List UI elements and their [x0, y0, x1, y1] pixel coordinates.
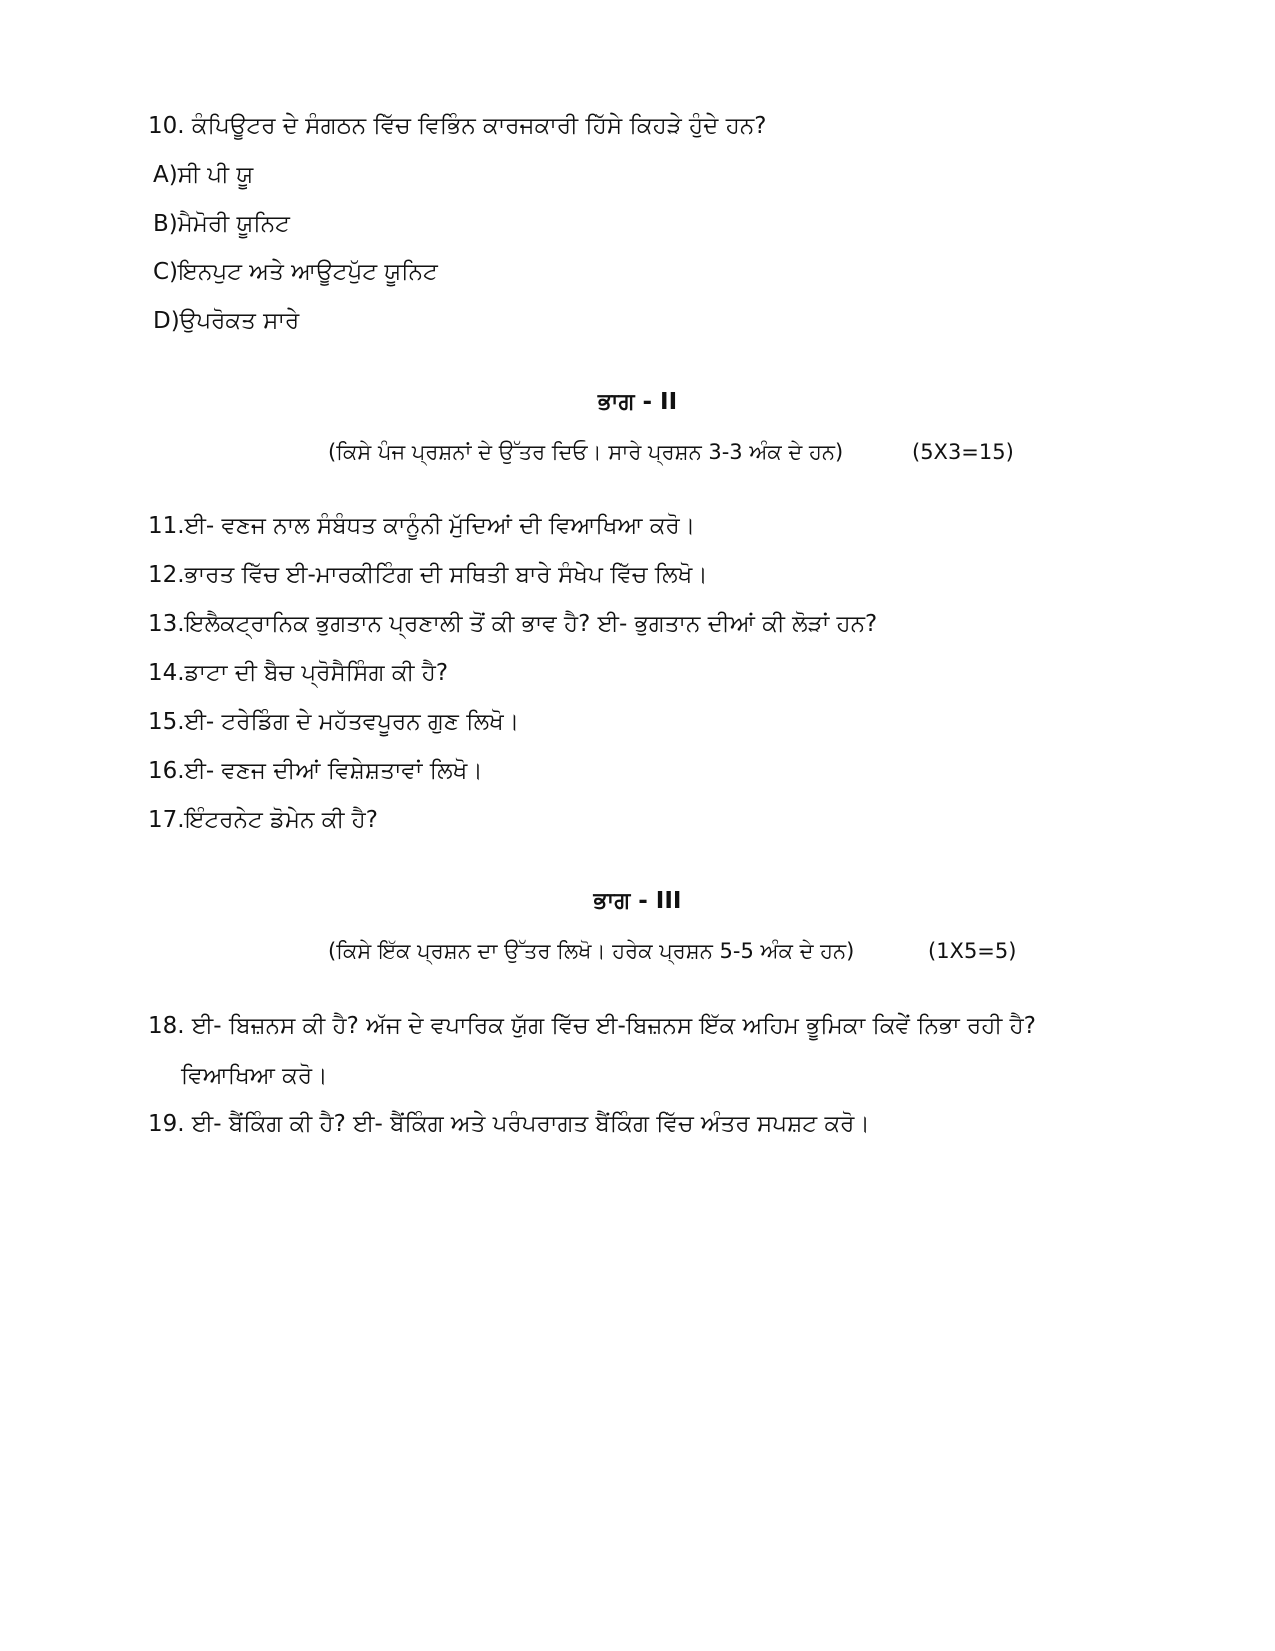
option-c: C)ਇਨਪੁਟ ਅਤੇ ਆਊਟਪੁੱਟ ਯੂਨਿਟ [153, 259, 438, 285]
section-instruction: (ਕਿਸੇ ਪੰਜ ਪ੍ਰਸ਼ਨਾਂ ਦੇ ਉੱਤਰ ਦਿਓ। ਸਾਰੇ ਪ੍ਰਸ਼ਨ 3-3 ਅੰਕ ਦੇ ਹਨ) [328, 440, 844, 464]
section-marks: (5X3=15) [912, 440, 1014, 464]
section-heading: ਭਾਗ - II [597, 389, 678, 415]
section-heading: ਭਾਗ - III [593, 888, 682, 914]
option-a: A)ਸੀ ਪੀ ਯੂ [153, 162, 254, 188]
question-14: 14.ਡਾਟਾ ਦੀ ਬੈਚ ਪ੍ਰੋਸੈਸਿੰਗ ਕੀ ਹੈ? [148, 660, 449, 686]
question-11: 11.ਈ- ਵਣਜ ਨਾਲ ਸੰਬੰਧਤ ਕਾਨੂੰਨੀ ਮੁੱਦਿਆਂ ਦੀ ਵਿਆਖਿਆ ਕਰੋ। [148, 513, 696, 539]
option-d: D)ਉਪਰੋਕਤ ਸਾਰੇ [153, 308, 300, 334]
section-marks: (1X5=5) [928, 939, 1017, 963]
question-16: 16.ਈ- ਵਣਜ ਦੀਆਂ ਵਿਸ਼ੇਸ਼ਤਾਵਾਂ ਲਿਖੋ। [148, 758, 483, 784]
option-b: B)ਮੈਮੋਰੀ ਯੂਨਿਟ [153, 211, 290, 237]
question-19: 19. ਈ- ਬੈਂਕਿੰਗ ਕੀ ਹੈ? ਈ- ਬੈਂਕਿੰਗ ਅਤੇ ਪਰੰਪਰਾਗਤ ਬੈਂਕਿੰਗ ਵਿੱਚ ਅੰਤਰ ਸਪਸ਼ਟ ਕਰੋ। [148, 1111, 870, 1137]
question-12: 12.ਭਾਰਤ ਵਿੱਚ ਈ-ਮਾਰਕੀਟਿੰਗ ਦੀ ਸਥਿਤੀ ਬਾਰੇ ਸੰਖੇਪ ਵਿੱਚ ਲਿਖੋ। [148, 562, 708, 588]
question-13: 13.ਇਲੈਕਟ੍ਰਾਨਿਕ ਭੁਗਤਾਨ ਪ੍ਰਣਾਲੀ ਤੋਂ ਕੀ ਭਾਵ ਹੈ? ਈ- ਭੁਗਤਾਨ ਦੀਆਂ ਕੀ ਲੋੜਾਂ ਹਨ? [148, 611, 878, 637]
section-instruction: (ਕਿਸੇ ਇੱਕ ਪ੍ਰਸ਼ਨ ਦਾ ਉੱਤਰ ਲਿਖੋ। ਹਰੇਕ ਪ੍ਰਸ਼ਨ 5-5 ਅੰਕ ਦੇ ਹਨ) [328, 939, 855, 963]
question-15: 15.ਈ- ਟਰੇਡਿੰਗ ਦੇ ਮਹੱਤਵਪੂਰਨ ਗੁਣ ਲਿਖੋ। [148, 709, 520, 735]
question-18-continuation: ਵਿਆਖਿਆ ਕਰੋ। [181, 1063, 328, 1089]
question-text: 10. ਕੰਪਿਊਟਰ ਦੇ ਸੰਗਠਨ ਵਿੱਚ ਵਿਭਿੰਨ ਕਾਰਜਕਾਰੀ ਹਿੱਸੇ ਕਿਹੜੇ ਹੁੰਦੇ ਹਨ? [148, 113, 767, 139]
question-17: 17.ਇੰਟਰਨੇਟ ਡੋਮੇਨ ਕੀ ਹੈ? [148, 807, 379, 833]
question-18: 18. ਈ- ਬਿਜ਼ਨਸ ਕੀ ਹੈ? ਅੱਜ ਦੇ ਵਪਾਰਿਕ ਯੁੱਗ ਵਿੱਚ ਈ-ਬਿਜ਼ਨਸ ਇੱਕ ਅਹਿਮ ਭੂਮਿਕਾ ਕਿਵੇਂ ਨਿਭਾ ਰਹੀ ਹੈ? [148, 1013, 1036, 1039]
